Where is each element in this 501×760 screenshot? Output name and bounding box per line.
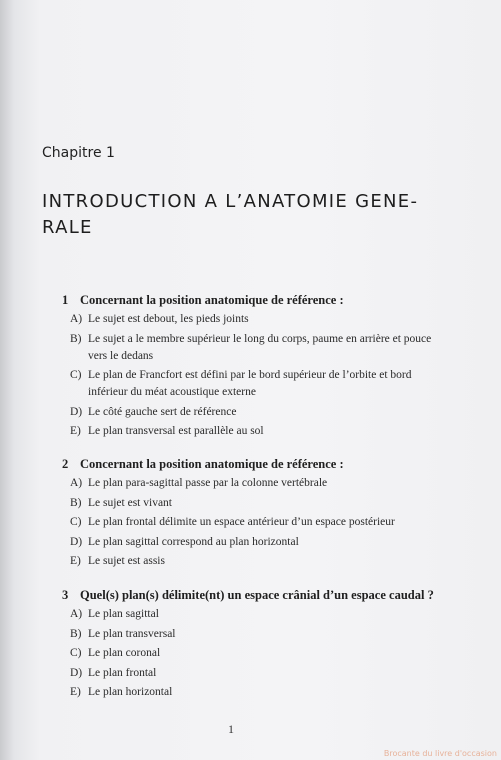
answer-text: Le plan para-sagittal passe par la colonne vertébrale — [88, 477, 328, 489]
answer-item — [70, 404, 442, 421]
answer-item — [70, 626, 442, 643]
answer-text: Le plan sagittal — [88, 608, 159, 620]
chapter-title: INTRODUCTION A L’ANATOMIE GENE- RALE — [42, 191, 419, 238]
answer-list — [70, 475, 442, 570]
question-3 — [62, 587, 442, 704]
question-text: Quel(s) plan(s) délimite(nt) un espace crânial d’un espace caudal ? — [80, 588, 434, 602]
answer-text: Le plan transversal est parallèle au sol — [88, 425, 264, 437]
answer-text: Le sujet est vivant — [88, 496, 172, 509]
answer-text: Le plan transversal — [88, 627, 176, 640]
answer-letter: D) — [70, 535, 83, 548]
answer-item — [70, 665, 442, 682]
answer-letter: D) — [70, 666, 83, 679]
answer-letter: E) — [70, 425, 81, 437]
answer-text: Le plan sagittal correspond au plan horizontal — [88, 535, 299, 548]
answer-letter: B) — [70, 496, 82, 509]
question-text: Concernant la position anatomique de référence : — [80, 293, 344, 307]
answer-text: Le côté gauche sert de référence — [88, 405, 237, 418]
question-number: 3 — [62, 588, 69, 602]
answer-item — [70, 684, 442, 701]
question-header — [62, 456, 442, 472]
answer-item — [70, 534, 442, 551]
answer-letter: E) — [70, 686, 81, 698]
answer-letter: D) — [70, 405, 83, 418]
question-header — [62, 292, 442, 308]
answer-letter: C) — [70, 516, 82, 528]
answer-item — [70, 495, 442, 512]
answer-text: Le sujet est debout, les pieds joints — [88, 313, 249, 325]
answer-letter: C) — [70, 647, 82, 659]
answer-text: Le plan horizontal — [88, 686, 173, 698]
answer-text: Le sujet est assis — [88, 555, 165, 567]
answer-letter: B) — [70, 332, 82, 345]
answer-letter: A) — [70, 608, 83, 620]
answer-text: Le plan coronal — [88, 647, 161, 659]
question-number: 2 — [62, 457, 69, 471]
answer-text: Le plan de Francfort est défini par le bord supérieur de l’orbite et bord inférieur du méat acoustique externe — [88, 369, 412, 398]
watermark: Brocante du livre d'occasion — [383, 749, 497, 758]
answer-item — [70, 311, 442, 328]
answer-letter: B) — [70, 627, 82, 640]
answer-item — [70, 514, 442, 531]
answer-letter: E) — [70, 555, 81, 567]
answer-item — [70, 423, 442, 440]
answer-item — [70, 367, 442, 401]
answer-item — [70, 331, 442, 365]
page-number: 1 — [228, 722, 234, 736]
answer-text: Le plan frontal — [88, 666, 157, 679]
answer-item — [70, 645, 442, 662]
question-1 — [62, 292, 442, 443]
answer-text: Le sujet a le membre supérieur le long du corps, paume en arrière et pouce vers le dedans — [88, 332, 432, 362]
answer-item — [70, 475, 442, 492]
question-header — [62, 587, 442, 603]
answer-text: Le plan frontal délimite un espace antérieur d’un espace postérieur — [88, 516, 395, 528]
chapter-label: Chapitre 1 — [42, 145, 115, 161]
question-text: Concernant la position anatomique de référence : — [80, 457, 344, 471]
answer-letter: C) — [70, 369, 82, 381]
question-2 — [62, 456, 442, 573]
answer-item — [70, 553, 442, 570]
answer-list — [70, 606, 442, 701]
answer-item — [70, 606, 442, 623]
answer-letter: A) — [70, 477, 83, 489]
answer-list — [70, 311, 442, 440]
question-number: 1 — [62, 293, 69, 307]
answer-letter: A) — [70, 313, 83, 325]
